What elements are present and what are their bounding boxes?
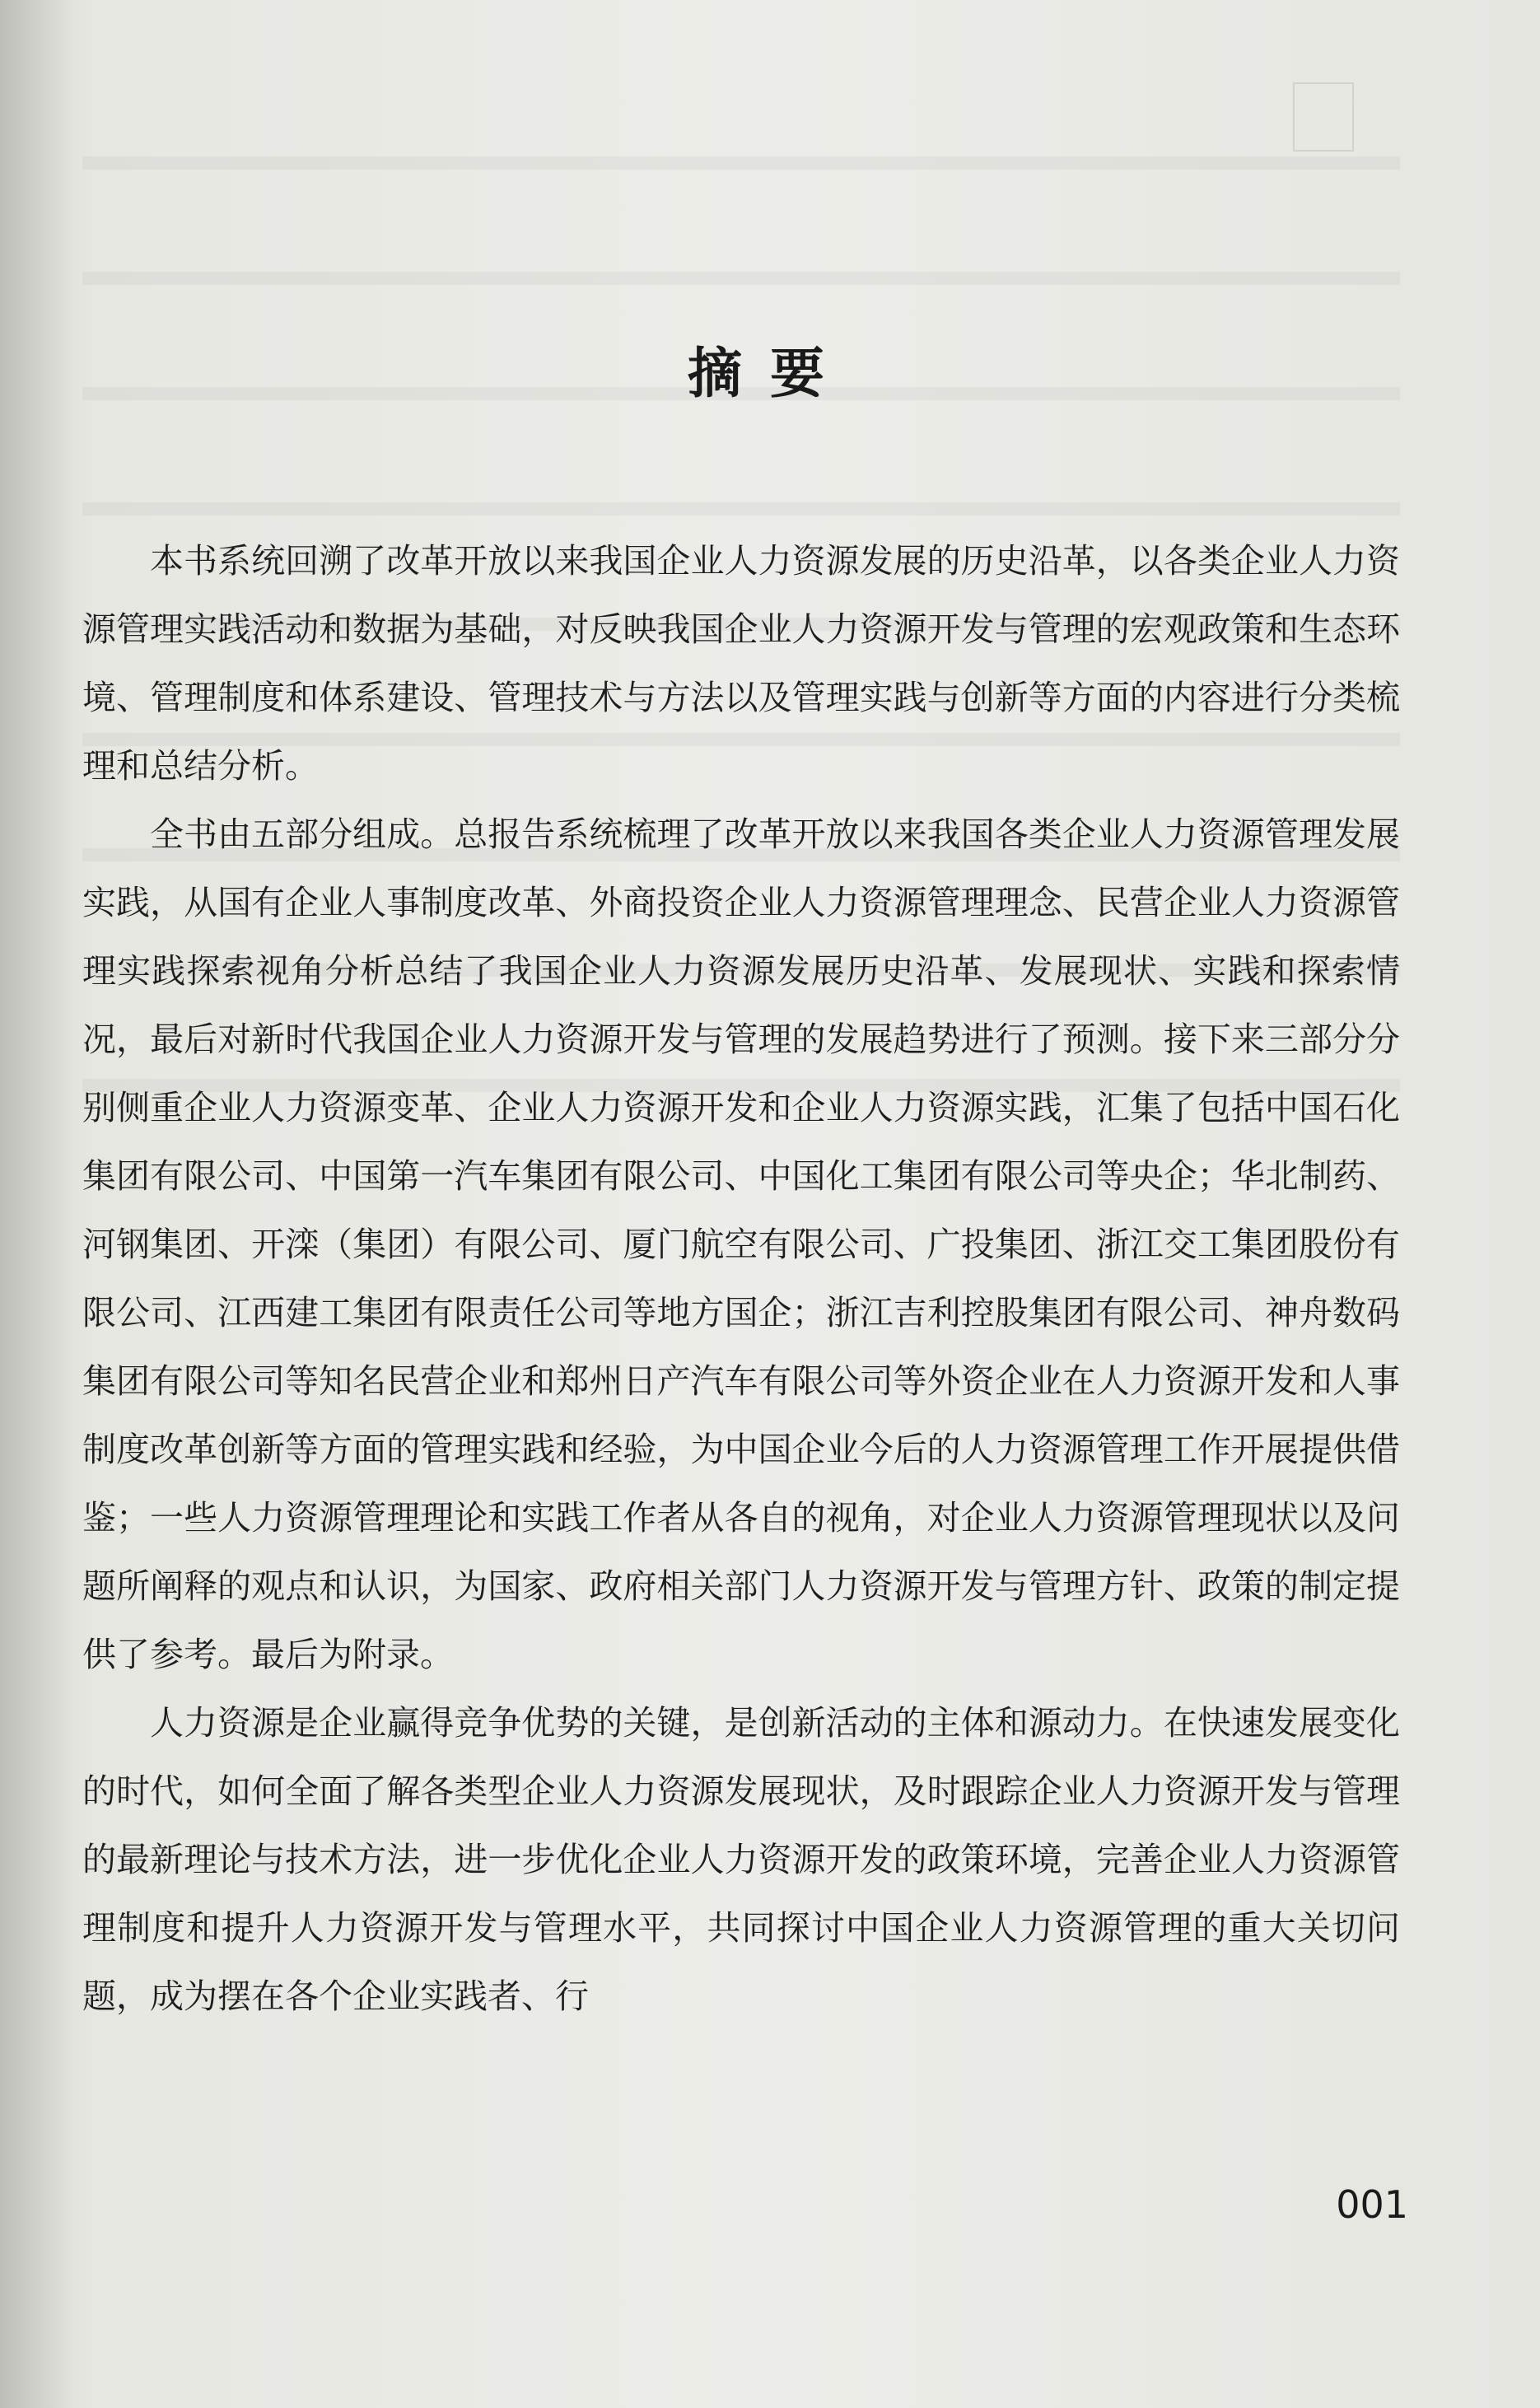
paragraph: 人力资源是企业赢得竞争优势的关键，是创新活动的主体和源动力。在快速发展变化的时代，如何全面了解各类型企业人力资源发展现状，及时跟踪企业人力资源开发与管理的最新理论与技术方法，进一步优化企业人力资源开发的政策环境，完善企业人力资源管理制度和提升人力资源开发与管理水平，共同探讨中国企业人力资源管理的重大关切问题，成为摆在各个企业实践者、行 [82,1703,1400,2016]
page-title: 摘要 [688,342,852,405]
body-text [82,527,1400,2031]
corner-mark [1293,82,1354,152]
page-number: 001 [1336,2182,1408,2227]
paragraph: 本书系统回溯了改革开放以来我国企业人力资源发展的历史沿革，以各类企业人力资源管理实践活动和数据为基础，对反映我国企业人力资源开发与管理的宏观政策和生态环境、管理制度和体系建设、管理技术与方法以及管理实践与创新等方面的内容进行分类梳理和总结分析。 [82,541,1400,786]
paragraph: 全书由五部分组成。总报告系统梳理了改革开放以来我国各类企业人力资源管理发展实践，从国有企业人事制度改革、外商投资企业人力资源管理理念、民营企业人力资源管理实践探索视角分析总结了我国企业人力资源发展历史沿革、发展现状、实践和探索情况，最后对新时代我国企业人力资源开发与管理的发展趋势进行了预测。接下来三部分分别侧重企业人力资源变革、企业人力资源开发和企业人力资源实践，汇集了包括中国石化集团有限公司、中国第一汽车集团有限公司、中国化工集团有限公司等央企；华北制药、河钢集团、开滦（集团）有限公司、厦门航空有限公司、广投集团、浙江交工集团股份有限公司、江西建工集团有限责任公司等地方国企；浙江吉利控股集团有限公司、神舟数码集团有限公司等知名民营企业和郑州日产汽车有限公司等外资企业在人力资源开发和人事制度改革创新等方面的管理实践和经验，为中国企业今后的人力资源管理工作开展提供借鉴；一些人力资源管理理论和实践工作者从各自的视角，对企业人力资源管理现状以及问题所阐释的观点和认识，为国家、政府相关部门人力资源开发与管理方针、政策的制定提供了参考。最后为附录。 [82,814,1400,1674]
